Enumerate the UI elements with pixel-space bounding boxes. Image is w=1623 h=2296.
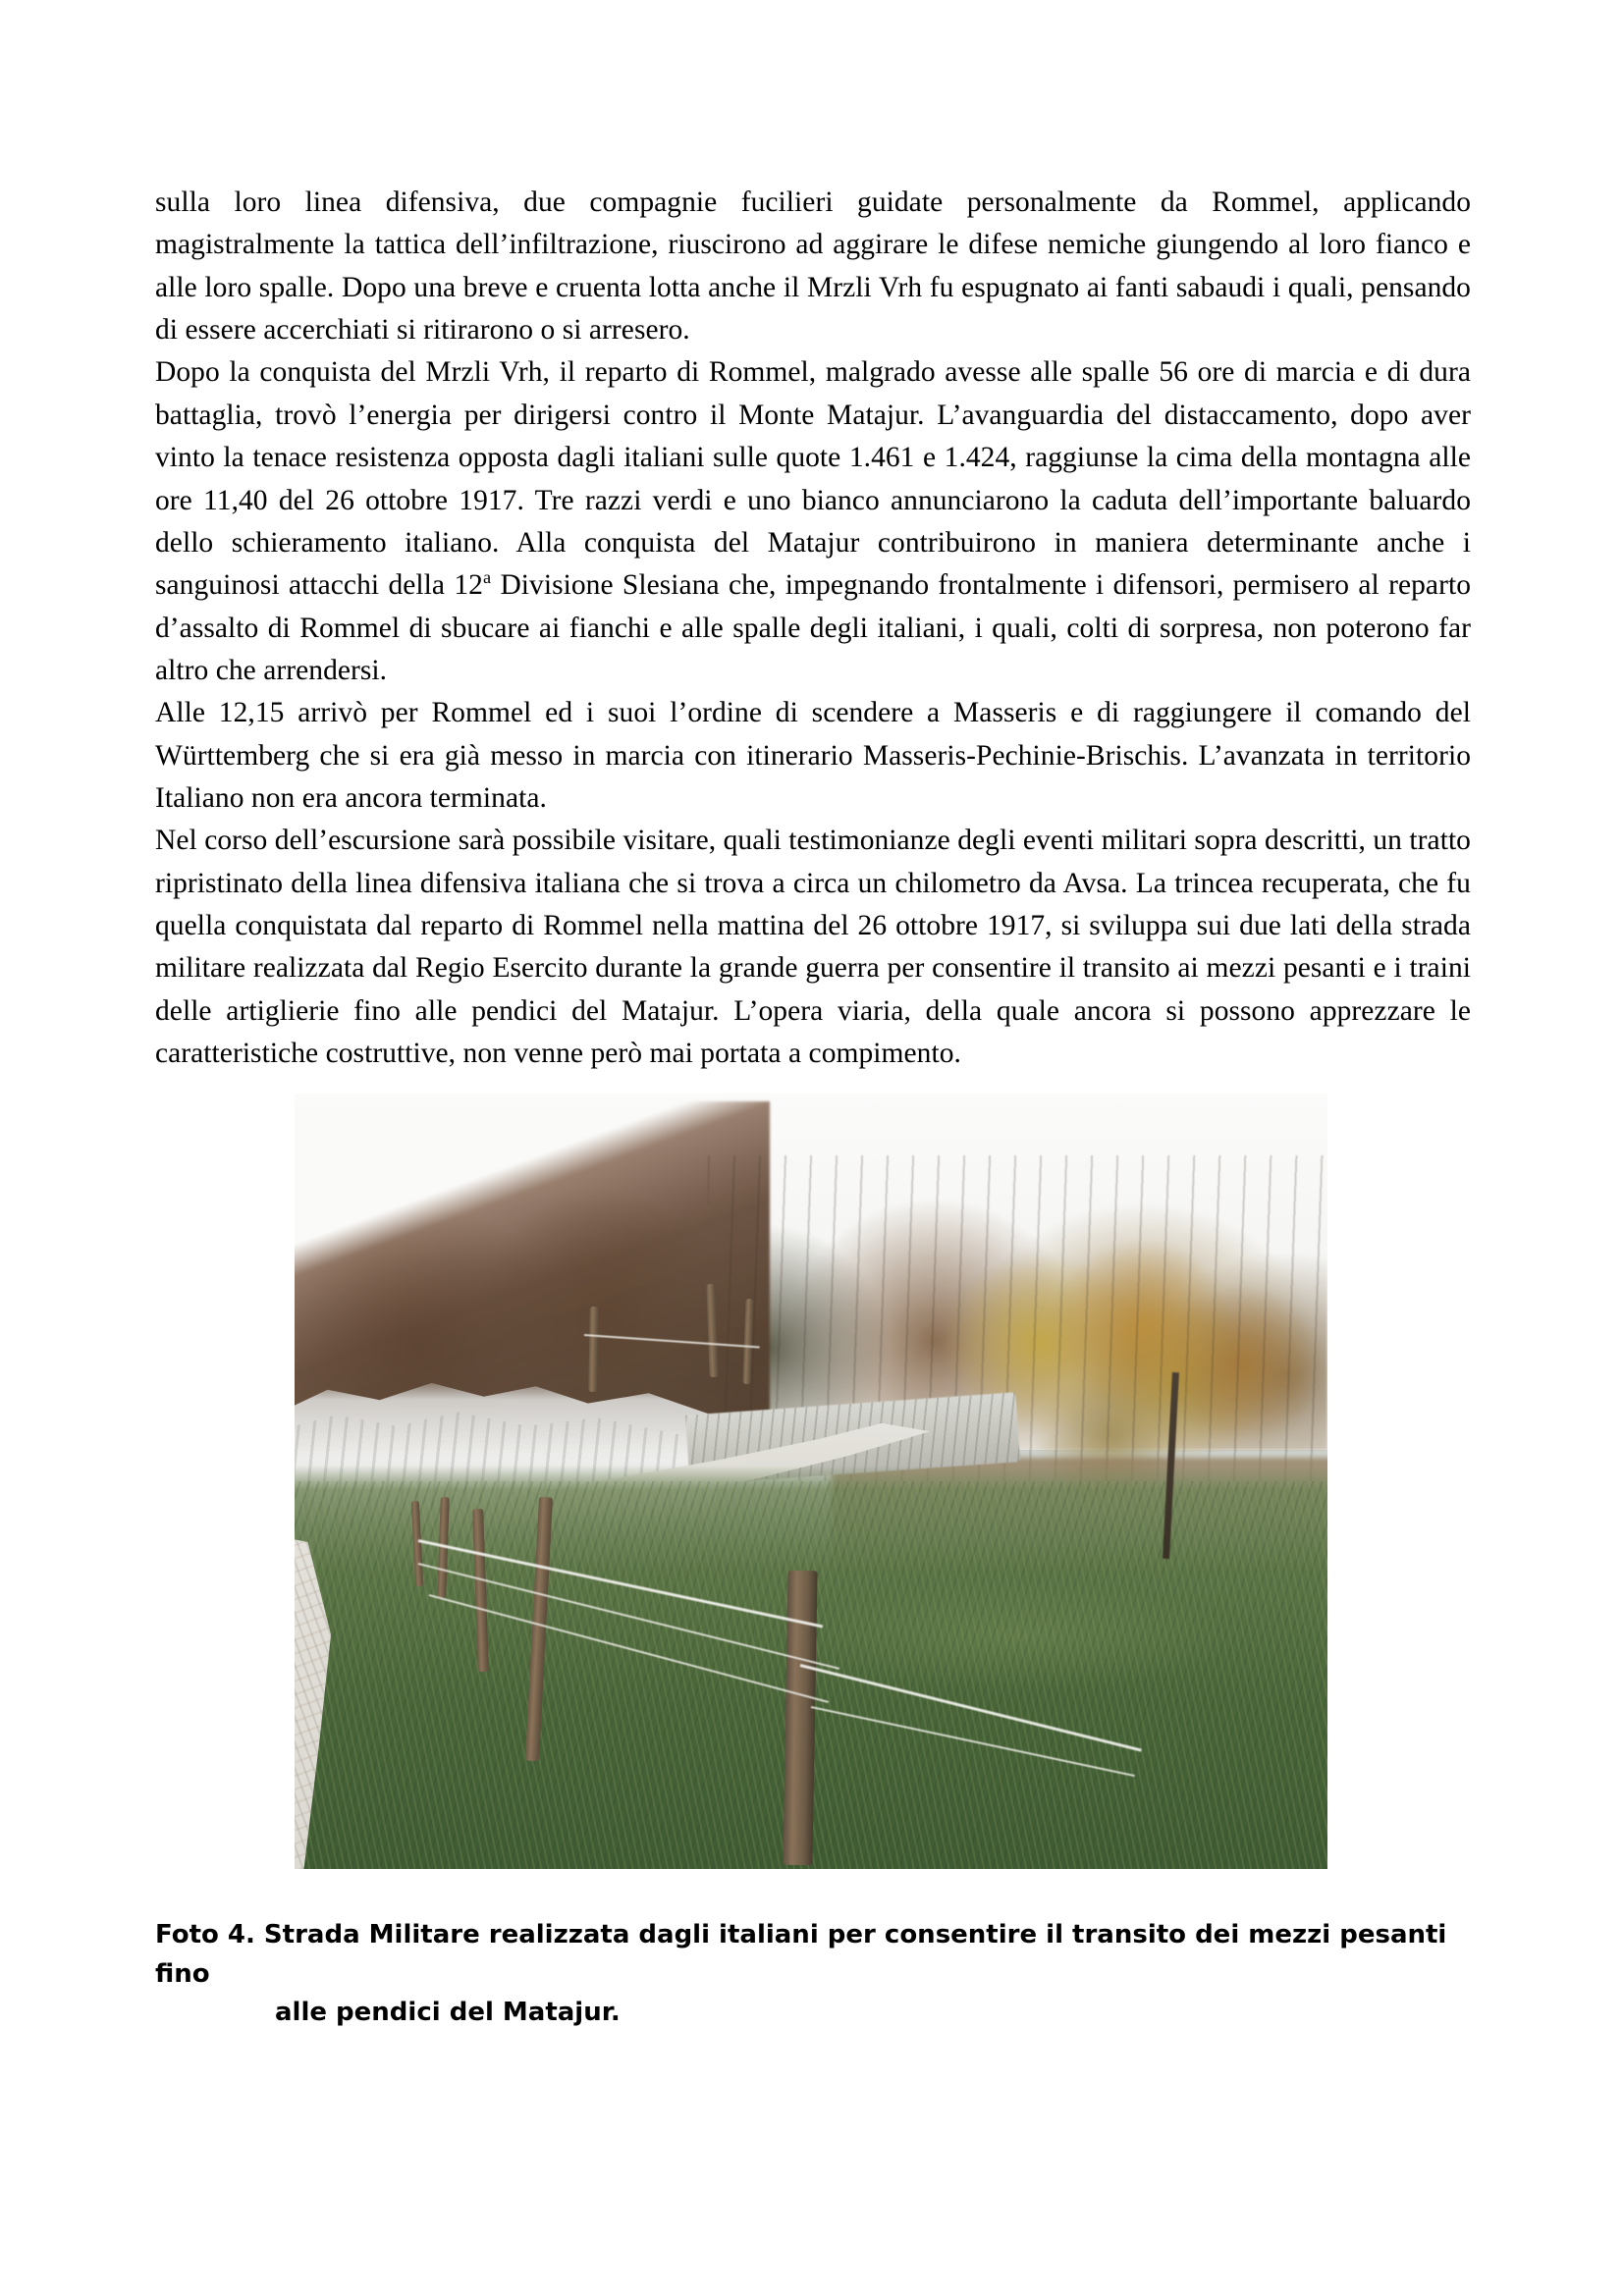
caption-line-1: Foto 4. Strada Militare realizzata dagli italiani per consentire il transito dei mezzi pesanti fino bbox=[155, 1920, 1447, 1989]
paragraph-2-tail: Divisione Slesiana che, impegnando frontalmente i difensori, permisero al reparto d’assalto di Rommel di sbucare ai fianchi e alle spalle degli italiani, i quali, colti di sorpresa, non poterono far altro che arrendersi. bbox=[155, 569, 1471, 686]
paragraph-3: Alle 12,15 arrivò per Rommel ed i suoi l’ordine di scendere a Masseris e di raggiungere il comando del Württemberg che si era già messo in marcia con itinerario Masseris-Pechinie-Brischis. L’avanzata in territorio Italiano non era ancora terminata. bbox=[155, 697, 1471, 815]
paragraph-2-head: Dopo la conquista del Mrzli Vrh, il reparto di Rommel, malgrado avesse alle spalle 56 ore di marcia e di dura battaglia, trovò l’energia per dirigersi contro il Monte Matajur. L’avanguardia del distaccamento, dopo aver vinto la tenace resistenza opposta dagli italiani sulle quote 1.461 e 1.424, raggiunse la cima della montagna alle ore 11,40 del 26 ottobre 1917. Tre razzi verdi e uno bianco annunciarono la caduta dell’importante baluardo dello schieramento italiano. Alla conquista del Matajur contribuirono in maniera determinante anche i sanguinosi attacchi della 12 bbox=[155, 356, 1471, 602]
ordinal-superscript: a bbox=[482, 567, 492, 588]
photo-fence-post bbox=[588, 1307, 599, 1392]
body-text-column bbox=[155, 182, 1471, 1076]
paragraph-1: sulla loro linea difensiva, due compagnie fucilieri guidate personalmente da Rommel, applicando magistralmente la tattica dell’infiltrazione, riuscirono ad aggirare le difese nemiche giungendo al loro fianco e alle loro spalle. Dopo una breve e cruenta lotta anche il Mrzli Vrh fu espugnato ai fanti sabaudi i quali, pensando di essere accerchiati si ritirarono o si arresero. bbox=[155, 187, 1471, 347]
paragraph-4: Nel corso dell’escursione sarà possibile visitare, quali testimonianze degli eventi militari sopra descritti, un tratto ripristinato della linea difensiva italiana che si trova a circa un chilometro da Avsa. La trincea recuperata, che fu quella conquistata dal reparto di Rommel nella mattina del 26 ottobre 1917, si sviluppa sui due lati della strada militare realizzata dal Regio Esercito durante la grande guerra per consentire il transito ai mezzi pesanti e i traini delle artiglierie fino alle pendici del Matajur. L’opera viaria, della quale ancora si possono apprezzare le caratteristiche costruttive, non venne però mai portata a compimento. bbox=[155, 825, 1471, 1070]
figure-caption bbox=[155, 1916, 1471, 2033]
figure-photo-4 bbox=[295, 1094, 1327, 1869]
photo-fence-post-large bbox=[783, 1571, 817, 1866]
paragraph-2 bbox=[155, 351, 1471, 692]
photograph bbox=[295, 1094, 1327, 1869]
caption-line-2: alle pendici del Matajur. bbox=[275, 1998, 621, 2028]
